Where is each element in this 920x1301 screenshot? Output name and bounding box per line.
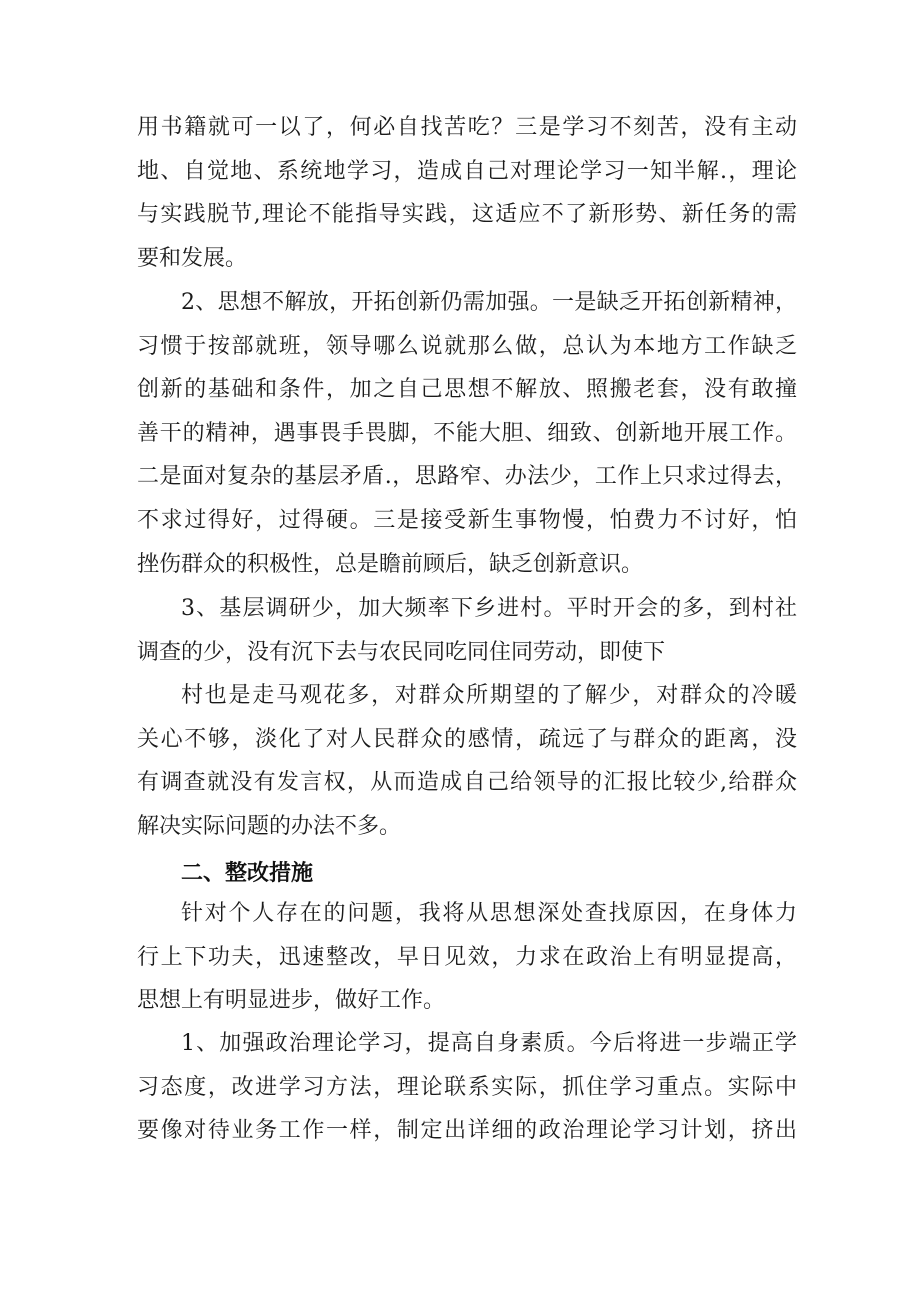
- text-line: 3、基层调研少，加大频率下乡进村。平时开会的多，到村社: [181, 596, 797, 621]
- paragraph-village-visits: [137, 674, 797, 848]
- text-line: 1、加强政治理论学习，提高自身素质。今后将进一步端正学: [181, 1031, 797, 1056]
- text-line: 关心不够，淡化了对人民群众的感情，疏远了与群众的距离，没: [137, 726, 797, 752]
- text-line: 地、自觉地、系统地学习，造成自己对理论学习一知半解.，理论: [137, 158, 797, 184]
- text-line: 2、思想不解放，开拓创新仍需加强。一是缺乏开拓创新精神，: [181, 290, 797, 315]
- paragraph-innovation: [137, 281, 797, 586]
- text-line: 与实践脱节,理论不能指导实践，这适应不了新形势、新任务的需: [137, 202, 797, 228]
- text-line: 有调查就没有发言权，从而造成自己给领导的汇报比较少,给群众: [137, 770, 797, 796]
- text-line: 要和发展。: [137, 245, 248, 271]
- text-line: 习惯于按部就班，领导哪么说就那么做，总认为本地方工作缺乏: [137, 333, 797, 359]
- text-line: 针对个人存在的问题，我将从思想深处查找原因，在身体力: [181, 901, 797, 926]
- text-line: 不求过得好，过得硬。三是接受新生事物慢，怕费力不讨好，怕: [137, 507, 797, 533]
- text-line: 用书籍就可一以了，何必自找苦吃？三是学习不刻苦，没有主动: [137, 115, 797, 140]
- text-line: 行上下功夫，迅速整改，早日见效，力求在政治上有明显提高，: [137, 944, 797, 970]
- paragraph-political-study: [137, 1022, 797, 1153]
- paragraph-study-attitude: [137, 106, 797, 280]
- text-line: 解决实际问题的办法不多。: [137, 813, 402, 839]
- text-line: 善干的精神，遇事畏手畏脚，不能大胆、细致、创新地开展工作。: [137, 420, 797, 446]
- text-line: 挫伤群众的积极性，总是瞻前顾后，缺乏创新意识。: [137, 551, 644, 577]
- paragraph-grassroots-research: [137, 587, 797, 674]
- text-line: 调查的少，没有沉下去与农民同吃同住同劳动，即使下: [137, 639, 666, 665]
- paragraph-rectification-intro: [137, 892, 797, 1023]
- text-line: 二是面对复杂的基层矛盾.，思路窄、办法少，工作上只求过得去，: [137, 464, 797, 490]
- text-line: 创新的基础和条件，加之自己思想不解放、照搬老套，没有敢撞: [137, 377, 797, 403]
- text-line: 要像对待业务工作一样，制定出详细的政治理论学习计划，挤出: [137, 1118, 797, 1144]
- text-line: 村也是走马观花多，对群众所期望的了解少，对群众的冷暖: [181, 683, 797, 708]
- text-line: 习态度，改进学习方法，理论联系实际，抓住学习重点。实际中: [137, 1074, 797, 1100]
- text-line: 思想上有明显进步，做好工作。: [137, 988, 446, 1014]
- section-heading: 二、整改措施: [181, 861, 314, 886]
